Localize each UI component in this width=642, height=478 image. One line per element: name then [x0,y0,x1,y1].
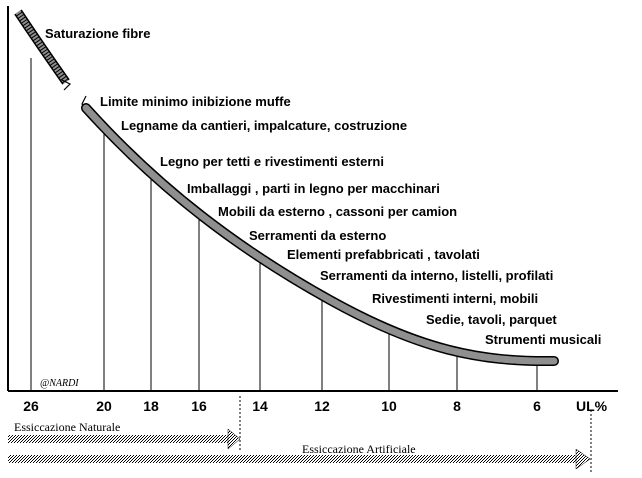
natural-drying-label: Essiccazione Naturale [14,420,121,434]
x-tick-label: 14 [252,398,268,414]
usage-label: Legno per tetti e rivestimenti esterni [160,154,384,169]
x-tick-label: 8 [453,398,461,414]
x-tick-label: 26 [23,398,39,414]
x-tick-label: 6 [533,398,541,414]
usage-label: Serramenti da esterno [249,228,387,243]
usage-label: Rivestimenti interni, mobili [372,291,539,306]
drying-curve-upper-fill [18,12,66,82]
x-tick-label: 12 [314,398,330,414]
usage-label: Strumenti musicali [485,332,602,347]
x-tick-label: 18 [143,398,159,414]
x-tick-labels [23,398,541,414]
usage-label: Mobili da esterno , cassoni per camion [218,204,458,219]
x-tick-label: 16 [191,398,207,414]
x-axis-unit: UL% [576,398,608,414]
x-tick-label: 10 [381,398,397,414]
usage-label: Elementi prefabbricati , tavolati [287,247,480,262]
usage-label: Limite minimo inibizione muffe [100,94,291,109]
usage-label: Serramenti da interno, listelli, profilati [320,268,554,283]
usage-label: Imballaggi , parti in legno per macchinari [187,181,440,196]
usage-label: Saturazione fibre [45,26,151,41]
artificial-drying-label: Essiccazione Artificiale [302,442,416,456]
x-tick-label: 20 [96,398,112,414]
signature-text: @NARDI [40,378,79,389]
artificial-drying-arrow [8,449,590,469]
usage-label: Sedie, tavoli, parquet [426,312,557,327]
usage-label: Legname da cantieri, impalcature, costruzione [121,118,408,133]
